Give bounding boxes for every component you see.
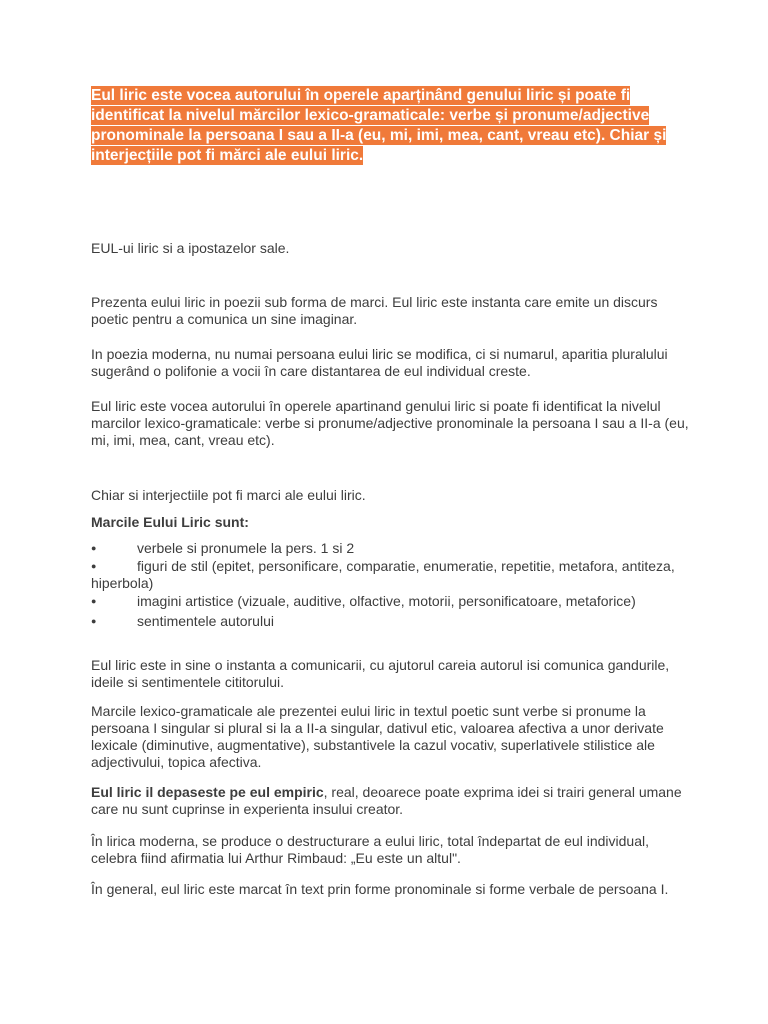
list-item: [91, 613, 691, 630]
list-item: [91, 540, 691, 557]
empiric-bold: Eul liric il depaseste pe eul empiric: [91, 784, 324, 800]
list-item-text: figuri de stil (epitet, personificare, comparatie, enumeratie, repetitie, metafora, antiteza, hiperbola): [91, 558, 675, 591]
list-item-text: sentimentele autorului: [137, 613, 274, 629]
paragraph-1: Prezenta eului liric in poezii sub forma de marci. Eul liric este instanta care emite un discurs poetic pentru a comunica un sine imaginar.: [91, 294, 658, 327]
bullet-icon: ●: [91, 543, 97, 553]
list-item-text: verbele si pronumele la pers. 1 si 2: [137, 540, 355, 556]
marks-heading: Marcile Eului Liric sunt:: [91, 514, 249, 530]
subtitle: EUL-ui liric si a ipostazelor sale.: [91, 240, 290, 256]
intro-highlight: [91, 86, 691, 166]
paragraph-8: În general, eul liric este marcat în text prin forme pronominale si forme verbale de persoana I.: [91, 881, 669, 897]
list-item: [91, 558, 691, 592]
intro-highlight-text: Eul liric este vocea autorului în operele aparținând genului liric și poate fi identificat la nivelul mărcilor lexico-gramaticale: verbe și pronume/adjective pronominale la persoana I sau a II-a (eu, mi, imi, mea, cant, vreau etc). Chiar și interjecțiile pot fi mărci ale eului liric.: [91, 87, 667, 164]
bullet-icon: ●: [91, 561, 97, 571]
paragraph-3: Eul liric este vocea autorului în operele apartinand genului liric si poate fi identificat la nivelul marcilor lexico-gramaticale: verbe si pronume/adjective pronominale la persoana I sau a II-a (eu, mi, imi, mea, cant, vreau etc).: [91, 398, 689, 448]
paragraph-empiric: [91, 784, 691, 818]
list-item: [91, 593, 691, 610]
paragraph-2: In poezia moderna, nu numai persoana eului liric se modifica, ci si numarul, aparitia pluralului sugerând o polifonie a vocii în care distantarea de eul individual creste.: [91, 346, 668, 379]
bullet-icon: ●: [91, 596, 97, 606]
paragraph-5: Eul liric este in sine o instanta a comunicarii, cu ajutorul careia autorul isi comunica gandurile, ideile si sentimentele cititorului.: [91, 657, 670, 690]
empiric-rest: , real, deoarece poate exprima idei si trairi general umane care nu sunt cuprinse in experienta insului creator.: [91, 784, 682, 817]
paragraph-6: Marcile lexico-gramaticale ale prezentei eului liric in textul poetic sunt verbe si pronume la persoana I singular si plural si la a II-a singular, dativul etic, valoarea afectiva a unor derivate lexicale (diminutive, augmentative), substantivele la cazul vocativ, superlativele stilistice ale adjectivului, topica afectiva.: [91, 703, 664, 770]
paragraph-4: Chiar si interjectiile pot fi marci ale eului liric.: [91, 487, 366, 503]
paragraph-7: În lirica moderna, se produce o destructurare a eului liric, total îndepartat de eul individual, celebra fiind afirmatia lui Arthur Rimbaud: „Eu este un altul".: [91, 833, 649, 866]
marks-list: [91, 540, 691, 630]
bullet-icon: ●: [91, 616, 97, 626]
list-item-text: imagini artistice (vizuale, auditive, olfactive, motorii, personificatoare, metaforice): [137, 593, 636, 609]
